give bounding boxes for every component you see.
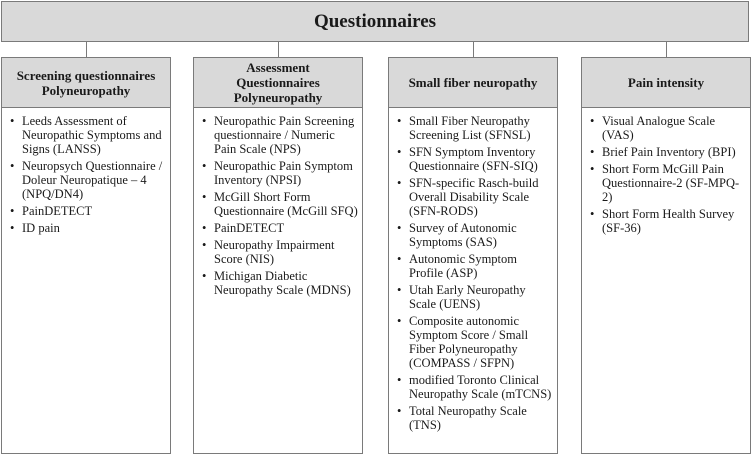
connector-line xyxy=(666,42,667,57)
list-item: • Small Fiber Neuropathy Screening List (SFNSL) xyxy=(409,114,553,142)
column-list-assessment xyxy=(193,108,363,454)
list-item: • Composite autonomic Symptom Score / Small Fiber Polyneuropathy (COMPASS / SFPN) xyxy=(409,314,553,370)
list-item: • PainDETECT xyxy=(22,204,166,218)
list-item: • Total Neuropathy Scale (TNS) xyxy=(409,404,553,432)
header-line: Pain intensity xyxy=(627,75,705,90)
list-item: • SFN Symptom Inventory Questionnaire (SFN-SIQ) xyxy=(409,145,553,173)
list-item: • ID pain xyxy=(22,221,166,235)
connector-line xyxy=(86,42,87,57)
column-header-screening xyxy=(1,57,171,108)
column-header-assessment xyxy=(193,57,363,108)
list-item: • Autonomic Symptom Profile (ASP) xyxy=(409,252,553,280)
column-list-pain-intensity xyxy=(581,108,751,454)
column-header-small-fiber xyxy=(388,57,558,108)
header-line: Polyneuropathy xyxy=(41,82,131,98)
header-line: Small fiber neuropathy xyxy=(408,75,538,90)
list-item: • Short Form McGill Pain Questionnaire-2 (SF-MPQ-2) xyxy=(602,162,746,204)
list-item: • modified Toronto Clinical Neuropathy Scale (mTCNS) xyxy=(409,373,553,401)
list-item: • Leeds Assessment of Neuropathic Symptoms and Signs (LANSS) xyxy=(22,114,166,156)
diagram-title: Questionnaires xyxy=(1,1,749,42)
list-item: • Michigan Diabetic Neuropathy Scale (MDNS) xyxy=(214,269,358,297)
list-item: • McGill Short Form Questionnaire (McGill SFQ) xyxy=(214,190,358,218)
list-item: • Utah Early Neuropathy Scale (UENS) xyxy=(409,283,553,311)
list-item: • Visual Analogue Scale (VAS) xyxy=(602,114,746,142)
connector-line xyxy=(278,42,279,57)
list-item: • SFN-specific Rasch-build Overall Disability Scale (SFN-RODS) xyxy=(409,176,553,218)
column-header-pain-intensity xyxy=(581,57,751,108)
list-item: • Survey of Autonomic Symptoms (SAS) xyxy=(409,221,553,249)
header-line: Assessment xyxy=(246,60,310,75)
list-item: • Neuropsych Questionnaire / Doleur Neuropatique – 4 (NPQ/DN4) xyxy=(22,159,166,201)
list-item: • Short Form Health Survey (SF-36) xyxy=(602,207,746,235)
list-item: • Brief Pain Inventory (BPI) xyxy=(602,145,746,159)
connector-line xyxy=(473,42,474,57)
list-item: • Neuropathic Pain Screening questionnaire / Numeric Pain Scale (NPS) xyxy=(214,114,358,156)
column-list-small-fiber xyxy=(388,108,558,454)
list-item: • Neuropathy Impairment Score (NIS) xyxy=(214,238,358,266)
list-item: • Neuropathic Pain Symptom Inventory (NPSI) xyxy=(214,159,358,187)
header-line: Screening questionnaires xyxy=(16,67,156,83)
list-item: • PainDETECT xyxy=(214,221,358,235)
header-line: Questionnaires xyxy=(236,75,320,90)
header-line: Polyneuropathy xyxy=(233,90,323,105)
column-list-screening xyxy=(1,108,171,454)
